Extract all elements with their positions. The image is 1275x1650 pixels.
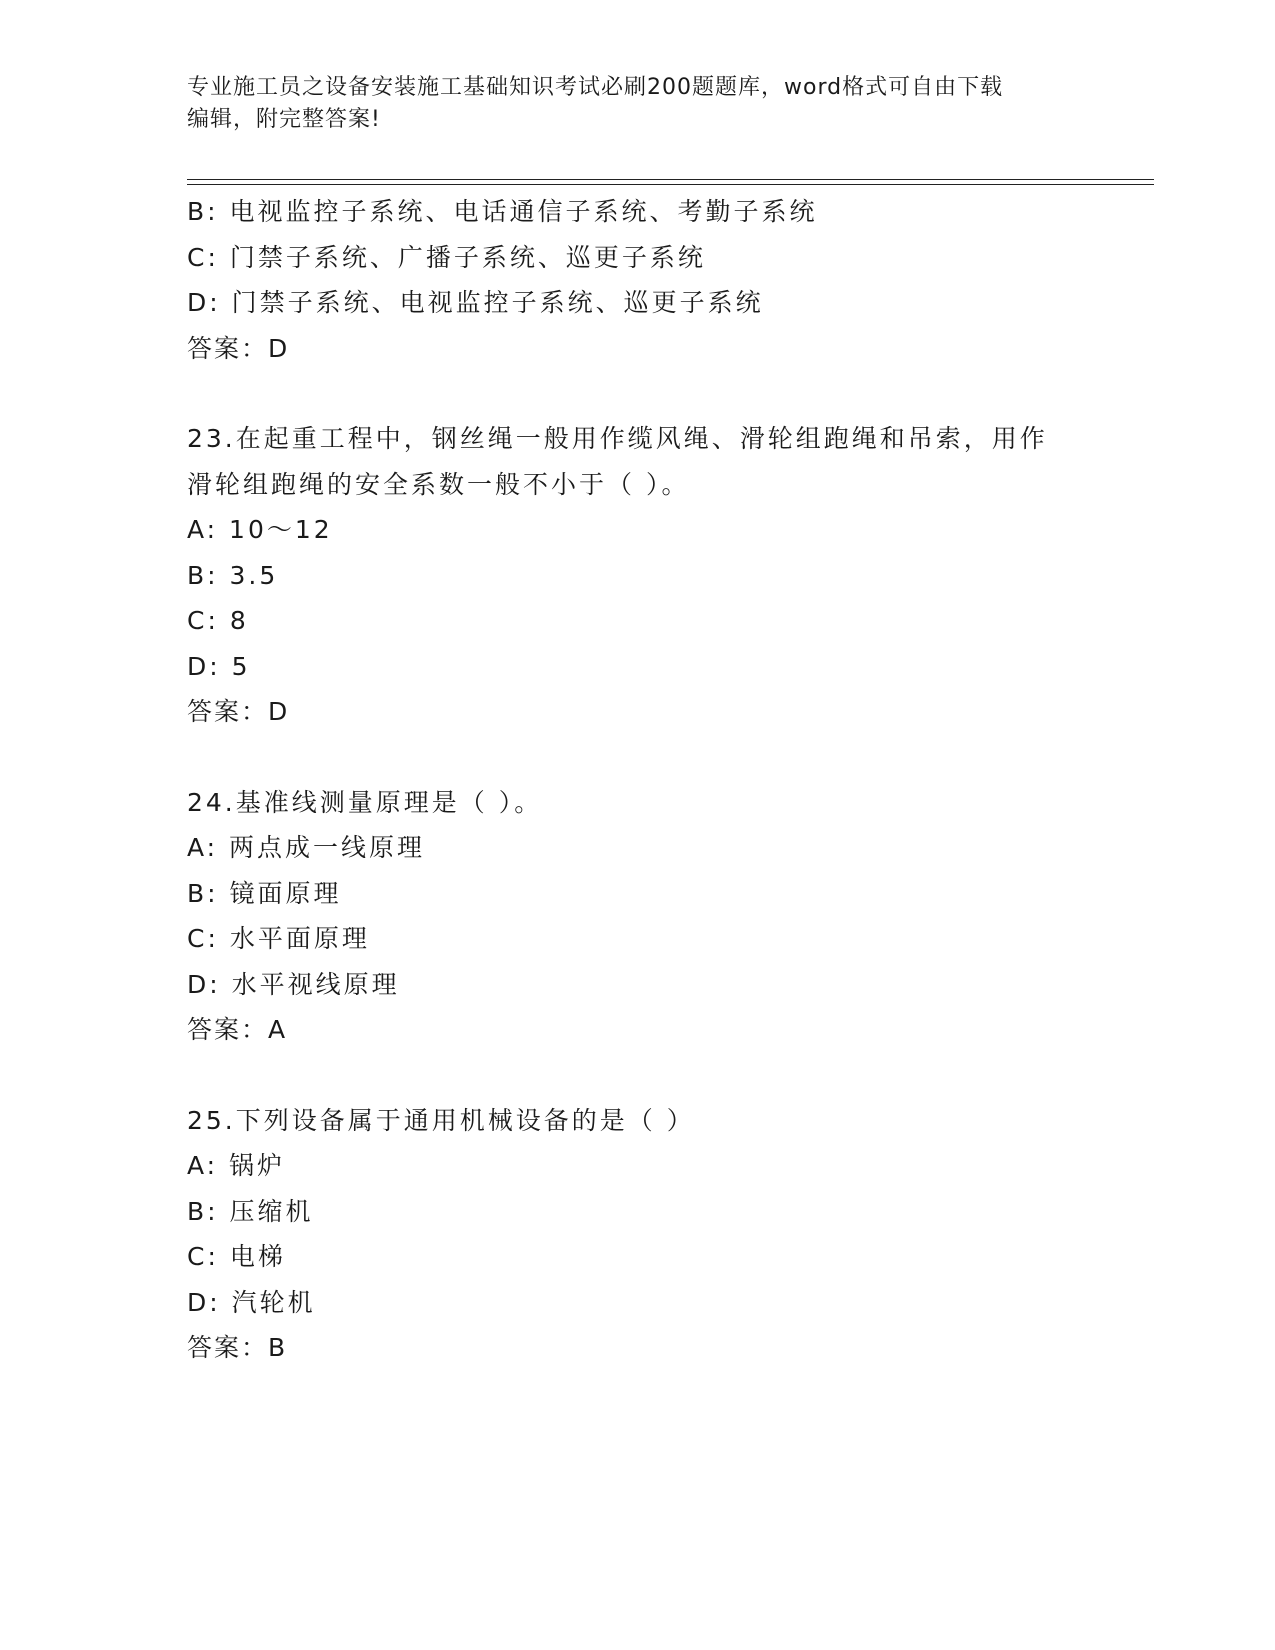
spacer xyxy=(187,1053,1087,1098)
question-stem-line-1: 23.在起重工程中，钢丝绳一般用作缆风绳、滑轮组跑绳和吊索，用作 xyxy=(187,424,1048,453)
header-divider-bottom xyxy=(187,184,1154,185)
question-stem-line-2: 滑轮组跑绳的安全系数一般不小于（ ）。 xyxy=(187,469,690,499)
option-c: C: 电梯 xyxy=(187,1242,286,1271)
answer: 答案：D xyxy=(187,697,290,726)
option-b: B: 3.5 xyxy=(187,560,279,590)
option-d: D: 水平视线原理 xyxy=(187,969,400,999)
option-b: B: 镜面原理 xyxy=(187,878,342,908)
header-title-line-2: 编辑，附完整答案! xyxy=(187,107,381,132)
header-divider-top xyxy=(187,179,1154,180)
question-24 xyxy=(187,780,1087,1053)
spacer xyxy=(187,735,1087,780)
answer: 答案：D xyxy=(187,333,290,363)
option-d: D: 5 xyxy=(187,651,251,681)
option-d: D: 门禁子系统、电视监控子系统、巡更子系统 xyxy=(187,288,764,317)
answer: 答案：A xyxy=(187,1015,288,1044)
option-c: C: 门禁子系统、广播子系统、巡更子系统 xyxy=(187,242,706,272)
spacer xyxy=(187,371,1087,416)
question-stem: 24.基准线测量原理是（ ）。 xyxy=(187,787,543,817)
header-title-line-1: 专业施工员之设备安装施工基础知识考试必刷200题题库，word格式可自由下载 xyxy=(187,75,1004,100)
question-23 xyxy=(187,416,1087,735)
question-list xyxy=(187,189,1087,1371)
option-b: B: 电视监控子系统、电话通信子系统、考勤子系统 xyxy=(187,197,818,226)
document-header xyxy=(187,72,1067,136)
question-stem: 25.下列设备属于通用机械设备的是（ ） xyxy=(187,1105,695,1135)
question-22-continued xyxy=(187,189,1087,371)
option-b: B: 压缩机 xyxy=(187,1196,314,1226)
option-c: C: 水平面原理 xyxy=(187,924,370,953)
option-a: A: 锅炉 xyxy=(187,1151,286,1180)
option-d: D: 汽轮机 xyxy=(187,1287,316,1317)
option-c: C: 8 xyxy=(187,606,249,635)
question-25 xyxy=(187,1098,1087,1371)
option-a: A: 10～12 xyxy=(187,515,333,544)
option-a: A: 两点成一线原理 xyxy=(187,833,426,862)
answer: 答案：B xyxy=(187,1333,288,1362)
